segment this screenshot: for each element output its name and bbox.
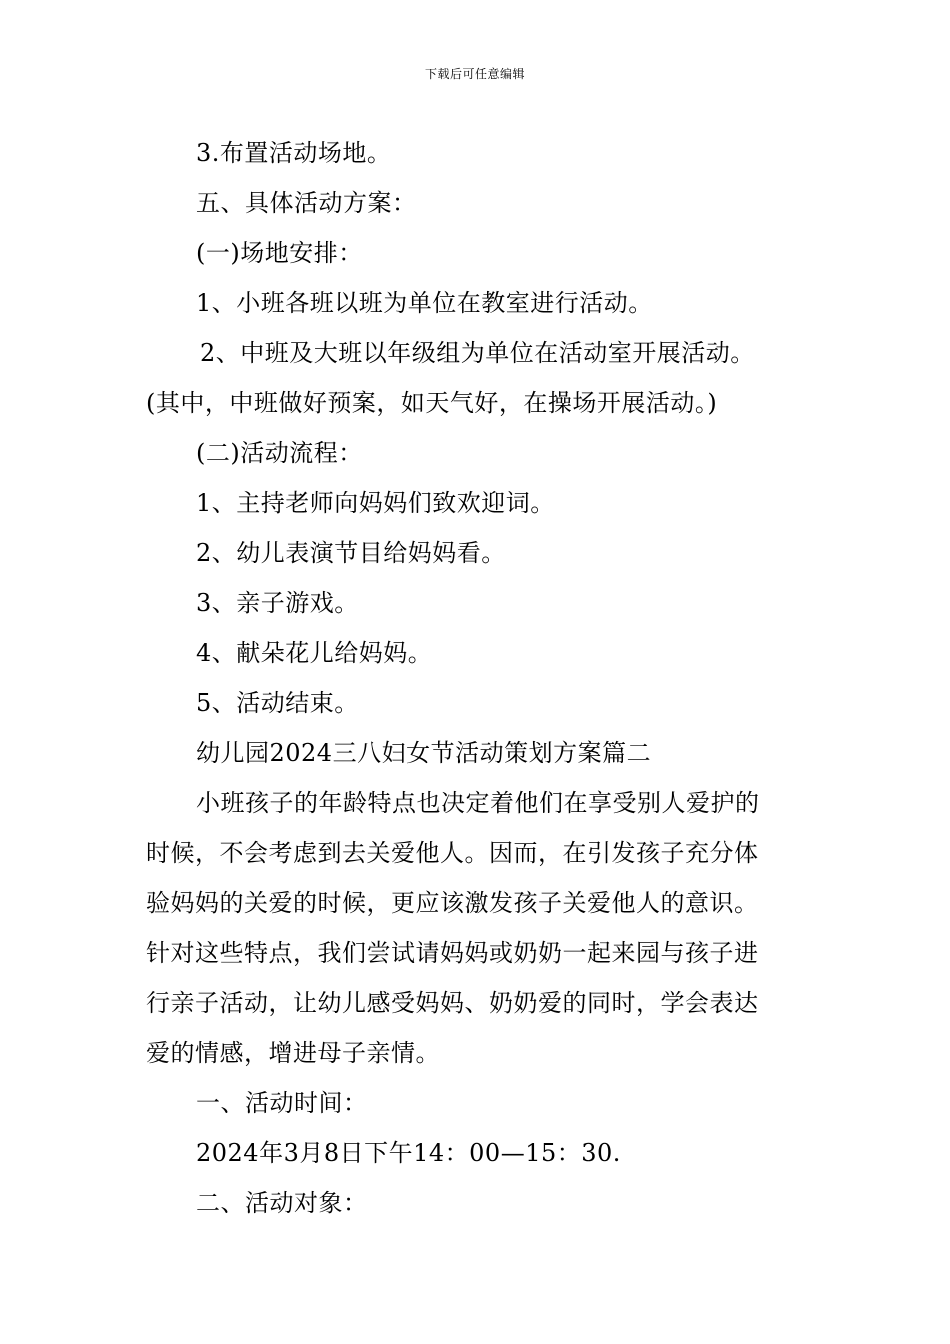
paragraph-line: 行亲子活动，让幼儿感受妈妈、奶奶爱的同时，学会表达 [146, 989, 759, 1017]
page-header: 下载后可任意编辑 [424, 67, 525, 81]
paragraph-line: 针对这些特点，我们尝试请妈妈或奶奶一起来园与孩子进 [146, 939, 759, 967]
paragraph-line: 3.布置活动场地。 [196, 139, 392, 167]
list-item: 5、活动结束。 [196, 689, 359, 717]
paragraph-line: 验妈妈的关爱的时候，更应该激发孩子关爱他人的意识。 [146, 889, 759, 917]
list-item: 2、中班及大班以年级组为单位在活动室开展活动。 [200, 339, 755, 367]
paragraph-line: 2024年3月8日下午14：00—15：30. [196, 1139, 621, 1167]
list-item: 1、小班各班以班为单位在教室进行活动。 [196, 289, 653, 317]
section-heading: 五、具体活动方案： [196, 189, 417, 217]
list-item: 4、献朵花儿给妈妈。 [196, 639, 433, 667]
list-item: 2、幼儿表演节目给妈妈看。 [196, 539, 506, 567]
list-item: 3、亲子游戏。 [196, 589, 359, 617]
document-subtitle: 幼儿园2024三八妇女节活动策划方案篇二 [196, 739, 652, 767]
paragraph-line: 爱的情感，增进母子亲情。 [146, 1039, 440, 1067]
subsection-heading: (二)活动流程： [196, 439, 363, 467]
section-heading: 一、活动时间： [196, 1089, 368, 1117]
list-item: 1、主持老师向妈妈们致欢迎词。 [196, 489, 555, 517]
paragraph-line: 时候，不会考虑到去关爱他人。因而，在引发孩子充分体 [146, 839, 759, 867]
paragraph-line: 小班孩子的年龄特点也决定着他们在享受别人爱护的 [196, 789, 760, 817]
document-body [146, 128, 806, 1228]
section-heading: 二、活动对象： [196, 1189, 368, 1217]
paragraph-line: (其中，中班做好预案，如天气好，在操场开展活动。) [146, 389, 718, 417]
subsection-heading: (一)场地安排： [196, 239, 363, 267]
